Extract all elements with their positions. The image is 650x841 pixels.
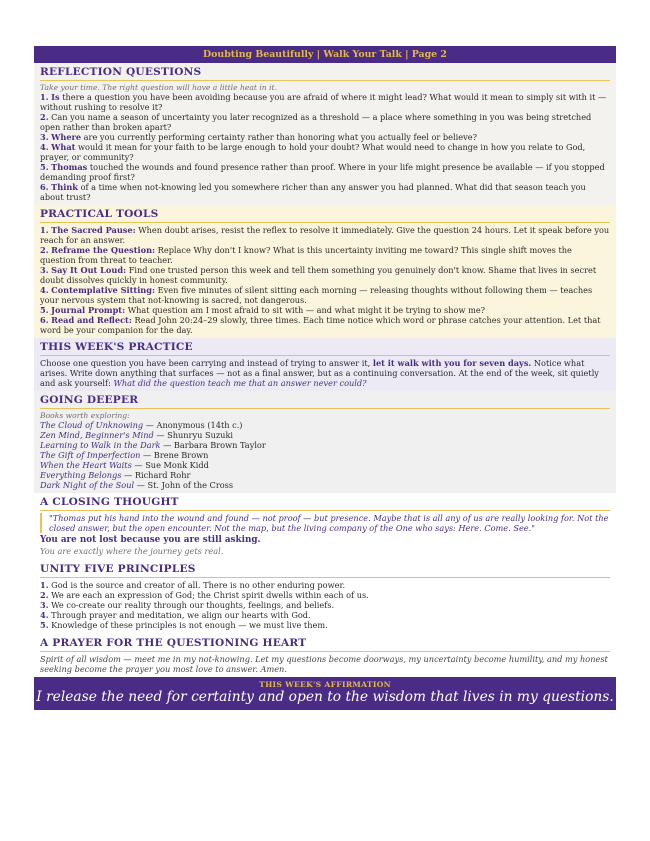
tool-text: Even five minutes of silent sitting each morning — releasing thoughts without following them — teaches your nervous system that not-knowing is sacred, not dangerous. bbox=[40, 285, 593, 306]
closing-title: A CLOSING THOUGHT bbox=[40, 493, 610, 511]
tool-text: Replace Why don't I know? What is this uncertainty inviting me toward? This single shift moves the question from threat to teacher. bbox=[40, 245, 572, 266]
book-item bbox=[40, 440, 610, 450]
book-title: The Cloud of Unknowing bbox=[40, 420, 144, 431]
book-author: — St. John of the Cross bbox=[134, 480, 234, 491]
affirmation-text: I release the need for certainty and open to the wisdom that lives in my questions. bbox=[36, 688, 614, 705]
closing-bold: You are not lost because you are still asking. bbox=[40, 535, 261, 546]
tool-name: The Sacred Pause: bbox=[51, 225, 136, 236]
book-title: When the Heart Waits bbox=[40, 460, 132, 471]
book-author: — Anonymous (14th c.) bbox=[143, 420, 243, 431]
book-title: The Gift of Imperfection bbox=[40, 450, 141, 461]
reflection-question bbox=[40, 112, 610, 132]
principles-section bbox=[34, 560, 616, 630]
question-lead-word: Think bbox=[51, 182, 78, 193]
tool-number: 5. bbox=[40, 305, 49, 316]
prayer-text: Spirit of all wisdom — meet me in my not-knowing. Let my questions become doorways, my uncertainty become humility, and my honest seeking become the prayer you most love to answer. Amen. bbox=[40, 653, 608, 674]
tool-number: 4. bbox=[40, 285, 49, 296]
tool-name: Reframe the Question: bbox=[51, 245, 156, 256]
practice-emphasis: let it walk with you for seven days. bbox=[372, 358, 532, 369]
book-author: — Richard Rohr bbox=[121, 470, 191, 481]
book-item bbox=[40, 450, 610, 460]
tool-number: 1. bbox=[40, 225, 49, 236]
tool-item bbox=[40, 315, 610, 335]
principle-item bbox=[40, 600, 610, 610]
book-author: — Barbara Brown Taylor bbox=[160, 440, 266, 451]
principle-number: 2. bbox=[40, 589, 49, 600]
reflection-section bbox=[34, 63, 616, 205]
tool-text: Find one trusted person this week and tell them something you genuinely don't know. Shame that lives in secret doubt dissolves quickly in honest community. bbox=[40, 265, 597, 286]
books-list bbox=[40, 420, 610, 490]
question-number: 3. bbox=[40, 132, 49, 143]
principle-number: 3. bbox=[40, 599, 49, 610]
book-item bbox=[40, 420, 610, 430]
book-item bbox=[40, 470, 610, 480]
principles-list bbox=[40, 580, 610, 630]
tool-text: When doubt arises, resist the reflex to resolve it immediately. Give the question 24 hours. Let it speak before you reach for an answer. bbox=[40, 225, 610, 246]
principle-item bbox=[40, 610, 610, 620]
book-author: — Brene Brown bbox=[140, 450, 209, 461]
tool-number: 6. bbox=[40, 315, 49, 326]
principle-text: We co-create our reality through our thoughts, feelings, and beliefs. bbox=[48, 599, 335, 610]
question-number: 4. bbox=[40, 142, 49, 153]
book-item bbox=[40, 480, 610, 490]
practice-text-2: Notice what arises. Write down anything that surfaces — not as a final answer, but as a continuing conversation. At the end of the week, sit quietly and ask yourself: bbox=[40, 358, 599, 389]
reflection-question bbox=[40, 162, 610, 182]
book-title: Zen Mind, Beginner's Mind bbox=[40, 430, 154, 441]
tool-name: Say It Out Loud: bbox=[51, 265, 127, 276]
principle-text: Knowledge of these principles is not enough — we must live them. bbox=[48, 619, 328, 630]
deeper-title: GOING DEEPER bbox=[40, 391, 610, 409]
page-header-bar: Doubting Beautifully | Walk Your Talk | Page 2 bbox=[34, 46, 616, 63]
book-title: Everything Belongs bbox=[40, 470, 122, 481]
tool-name: Journal Prompt: bbox=[51, 305, 126, 316]
question-number: 2. bbox=[40, 112, 49, 123]
practice-text bbox=[40, 358, 610, 388]
closing-section bbox=[34, 493, 616, 556]
tools-list bbox=[40, 225, 610, 335]
affirmation-banner bbox=[34, 677, 616, 710]
reflection-intro: Take your time. The right question will have a little heat in it. bbox=[40, 82, 278, 92]
tool-number: 2. bbox=[40, 245, 49, 256]
principle-text: Through prayer and meditation, we align our hearts with God. bbox=[48, 609, 311, 620]
reflection-question bbox=[40, 132, 610, 142]
tool-item bbox=[40, 305, 610, 315]
reflection-question bbox=[40, 92, 610, 112]
tool-text: Read John 20:24–29 slowly, three times. Each time notice which word or phrase catches your attention. Let that word be your companion for the day. bbox=[40, 315, 601, 336]
tool-name: Read and Reflect: bbox=[51, 315, 132, 326]
book-author: — Shunryu Suzuki bbox=[153, 430, 234, 441]
question-text: would it mean for your faith to be large enough to hold your doubt? What would need to change in how you relate to God, prayer, or community? bbox=[40, 142, 586, 163]
question-lead-word: Thomas bbox=[51, 162, 88, 173]
document-body bbox=[34, 46, 616, 710]
deeper-intro: Books worth exploring: bbox=[40, 410, 130, 420]
tools-section bbox=[34, 205, 616, 338]
principle-text: We are each an expression of God; the Christ spirit dwells within each of us. bbox=[48, 589, 369, 600]
practice-section bbox=[34, 338, 616, 391]
principle-item bbox=[40, 590, 610, 600]
question-lead-word: Where bbox=[51, 132, 82, 143]
question-number: 6. bbox=[40, 182, 49, 193]
closing-sub: You are exactly where the journey gets real. bbox=[40, 545, 224, 556]
principles-title: UNITY FIVE PRINCIPLES bbox=[40, 560, 610, 578]
book-title: Learning to Walk in the Dark bbox=[40, 440, 161, 451]
question-text: Can you name a season of uncertainty you later recognized as a threshold — a place where something in you was being stretched open rather than broken apart? bbox=[40, 112, 592, 133]
tool-name: Contemplative Sitting: bbox=[51, 285, 156, 296]
question-number: 1. bbox=[40, 92, 49, 103]
question-lead-word: What bbox=[51, 142, 76, 153]
deeper-section bbox=[34, 391, 616, 493]
practice-question: What did the question teach me that an answer never could? bbox=[113, 378, 367, 389]
principle-text: God is the source and creator of all. There is no other enduring power. bbox=[48, 579, 346, 590]
principle-item bbox=[40, 580, 610, 590]
closing-quote: "Thomas put his hand into the wound and found — not proof — but presence. Maybe that is all any of us are really looking for. Not the closed answer, but the open encounter. Not the map, but the living company of the One who says: Here. Come. See." bbox=[40, 513, 610, 533]
book-item bbox=[40, 460, 610, 470]
prayer-section bbox=[34, 634, 616, 674]
book-title: Dark Night of the Soul bbox=[40, 480, 135, 491]
question-lead-word: Is bbox=[51, 92, 60, 103]
practice-text-1: Choose one question you have been carrying and instead of trying to answer it, bbox=[40, 358, 373, 369]
principle-number: 4. bbox=[40, 609, 49, 620]
tool-item bbox=[40, 285, 610, 305]
reflection-question bbox=[40, 182, 610, 202]
reflection-title: REFLECTION QUESTIONS bbox=[40, 63, 610, 81]
question-number: 5. bbox=[40, 162, 49, 173]
principle-number: 5. bbox=[40, 619, 49, 630]
book-item bbox=[40, 430, 610, 440]
question-text: are you currently performing certainty rather than honoring what you actually feel or believe? bbox=[81, 132, 477, 143]
practice-title: THIS WEEK'S PRACTICE bbox=[40, 338, 610, 356]
tool-text: What question am I most afraid to sit with — and what might it be trying to show me? bbox=[125, 305, 486, 316]
principle-number: 1. bbox=[40, 579, 49, 590]
principle-item bbox=[40, 620, 610, 630]
tool-item bbox=[40, 245, 610, 265]
question-text: there a question you have been avoiding because you are afraid of where it might lead? What would it mean to simply sit with it — without rushing to resolve it? bbox=[40, 92, 607, 113]
tool-item bbox=[40, 265, 610, 285]
tools-title: PRACTICAL TOOLS bbox=[40, 205, 610, 223]
tool-number: 3. bbox=[40, 265, 49, 276]
book-author: — Sue Monk Kidd bbox=[131, 460, 209, 471]
prayer-title: A PRAYER FOR THE QUESTIONING HEART bbox=[40, 634, 610, 652]
affirmation-label: THIS WEEK'S AFFIRMATION bbox=[259, 679, 391, 689]
question-text: of a time when not-knowing led you somewhere richer than any answer you had planned. What did that season teach you about trust? bbox=[40, 182, 586, 203]
question-text: touched the wounds and found presence rather than proof. Where in your life might presence be available — if you stopped demanding proof first? bbox=[40, 162, 605, 183]
reflection-list bbox=[40, 92, 610, 202]
tool-item bbox=[40, 225, 610, 245]
reflection-question bbox=[40, 142, 610, 162]
